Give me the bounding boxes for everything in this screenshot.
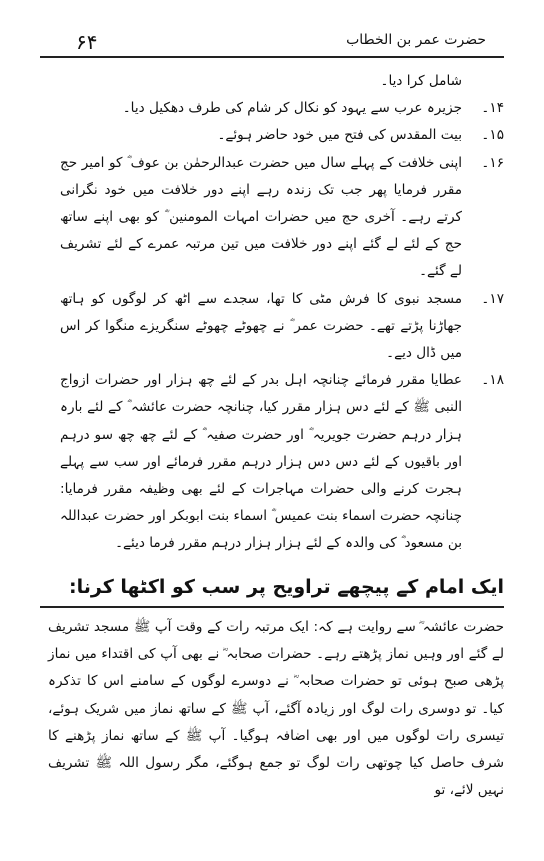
numbered-list	[60, 68, 504, 558]
item-text: عطایا مقرر فرمائے چنانچہ اہل بدر کے لئے چھ ہزار اور حضرات ازواج النبی ﷺ کے لئے دس ہزار مقرر کیا، چنانچہ حضرت عائشہ ؓ کے لئے بارہ ہزار درہم حضرت جویریہ ؓ اور حضرت صفیہ ؓ کے لئے چھ چھ سو درہم اور باقیوں کے لئے دس دس ہزار درہم مقرر فرمائے اور سب سے پہلے ہجرت کرنے والی حضرات مہاجرات کے لئے بھی وظیفہ مقرر فرمایا: چنانچہ حضرت اسماء بنت عمیس ؓ اسماء بنت ابوبکر اور حضرت عبداللہ بن مسعود ؓ کی والدہ کے لئے ہزار ہزار درہم مقرر فرما دیئے۔	[60, 372, 462, 552]
item-text: مسجد نبوی کا فرش مٹی کا تھا، سجدے سے اٹھ کر لوگوں کو ہاتھ جھاڑنا پڑتے تھے۔ حضرت عمر ؓ نے چھوٹے چھوٹے سنگریزے منگوا کر اس میں ڈال دیے۔	[60, 290, 462, 362]
header-divider	[40, 56, 504, 58]
section-heading: ایک امام کے پیچھے تراویح پر سب کو اکٹھا کرنا:	[69, 576, 504, 598]
item-text: اپنی خلافت کے پہلے سال میں حضرت عبدالرحمٰن بن عوف ؓ کو امیر حج مقرر فرمایا پھر جب تک زندہ رہے اپنے دور خلافت میں خود نگرانی کرتے رہے۔ آخری حج میں حضرات امہات المومنین ؓ کو بھی اپنے ساتھ حج کے لئے لے گئے اپنے دور خلافت میں تین مرتبہ عمرے کے لئے تشریف لے گئے۔	[60, 154, 462, 280]
page-header	[40, 30, 504, 58]
list-item-18	[60, 367, 504, 557]
item-number: ۱۶۔	[481, 154, 504, 171]
item-number: ۱۸۔	[481, 372, 504, 389]
running-head: حضرت عمر بن الخطاب	[346, 32, 486, 48]
item-number: ۱۷۔	[481, 290, 504, 307]
list-item-17	[60, 286, 504, 368]
list-item-continuation: شامل کرا دیا۔	[380, 73, 462, 89]
body-paragraph: حضرت عائشہ ؓ سے روایت ہے کہ: ایک مرتبہ رات کے وقت آپ ﷺ مسجد تشریف لے گئے اور وہیں نماز پڑھتے رہے۔ حضرات صحابہ ؓ نے بھی آپ کی اقتداء میں نماز پڑھی صبح ہوئی تو حضرات صحابہ ؓ نے دوسرے لوگوں کے سامنے اس کا تذکرہ کیا۔ تو دوسری رات لوگ اور زیادہ آگئے، آپ ﷺ کے ساتھ نماز میں شریک ہوئے، تیسری رات لوگوں میں اور بھی اضافہ ہوگیا۔ آپ ﷺ کے ساتھ نماز پڑھنے کا شرف حاصل کیا چوتھی رات لوگ تو جمع ہوگئے، مگر رسول اللہ ﷺ تشریف نہیں لائے، تو	[48, 619, 504, 799]
page-number: ۶۴	[76, 30, 98, 54]
list-item-14	[60, 95, 504, 122]
item-text: بیت المقدس کی فتح میں خود حاضر ہوئے۔	[217, 127, 462, 144]
item-text: جزیرہ عرب سے یہود کو نکال کر شام کی طرف دھکیل دیا۔	[122, 100, 462, 117]
heading-underline	[40, 606, 504, 608]
list-item-15	[60, 122, 504, 149]
item-number: ۱۵۔	[481, 127, 504, 144]
item-number: ۱۴۔	[481, 100, 504, 117]
list-item-16	[60, 150, 504, 286]
